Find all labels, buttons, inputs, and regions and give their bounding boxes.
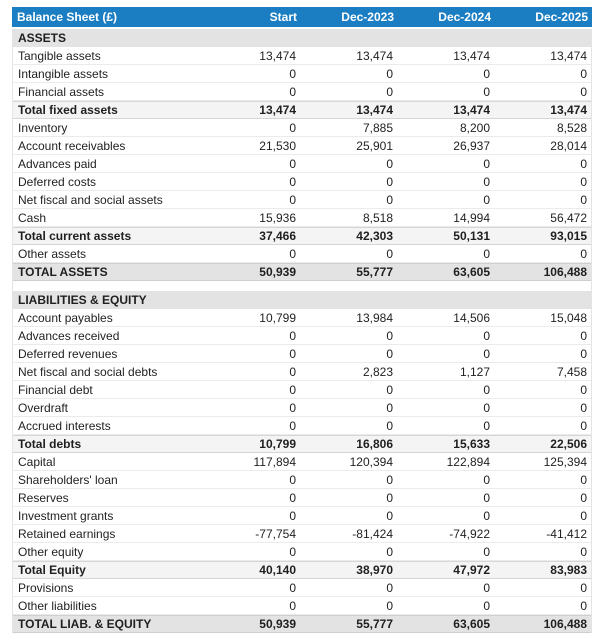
cell-value: 0 (386, 84, 393, 99)
cell-value: 13,474 (259, 48, 296, 63)
cell-value: 50,939 (259, 617, 296, 631)
cell-value: 10,799 (259, 437, 296, 451)
cell-value: 55,777 (356, 265, 393, 279)
cell-value: 0 (386, 346, 393, 361)
cell-value: 0 (386, 246, 393, 261)
cell-value: 0 (289, 84, 296, 99)
table-row (13, 615, 591, 633)
cell-value: 0 (289, 364, 296, 379)
cell-value: 0 (289, 346, 296, 361)
cell-value: 0 (483, 156, 490, 171)
cell-value: 15,048 (550, 310, 587, 325)
cell-value: 38,970 (356, 563, 393, 577)
row-label: Accrued interests (18, 418, 111, 433)
cell-value: 0 (483, 328, 490, 343)
section-header-row (13, 291, 591, 309)
cell-value: 13,474 (550, 103, 587, 117)
row-label: Reserves (18, 490, 69, 505)
table-row (13, 65, 591, 83)
cell-value: 0 (289, 192, 296, 207)
table-row (13, 417, 591, 435)
cell-value: 1,127 (459, 364, 490, 379)
table-row (13, 543, 591, 561)
cell-value: 0 (580, 580, 587, 595)
table-row (13, 345, 591, 363)
row-label: Account receivables (18, 138, 126, 153)
cell-value: 13,474 (453, 48, 490, 63)
cell-value: 0 (580, 598, 587, 613)
row-label: Financial debt (18, 382, 93, 397)
table-row (13, 173, 591, 191)
cell-value: 13,474 (550, 48, 587, 63)
table-row (13, 245, 591, 263)
table-body (12, 29, 592, 633)
row-label: ASSETS (18, 30, 67, 45)
cell-value: 0 (580, 192, 587, 207)
row-label: TOTAL LIAB. & EQUITY (18, 617, 152, 631)
cell-value: 0 (386, 382, 393, 397)
row-label: Total fixed assets (18, 103, 118, 117)
row-label: Total debts (18, 437, 82, 451)
table-header-row (12, 7, 592, 29)
cell-value: 0 (483, 84, 490, 99)
cell-value: 0 (483, 246, 490, 261)
cell-value: 0 (289, 544, 296, 559)
row-label: Other equity (18, 544, 84, 559)
row-label: Other assets (18, 246, 87, 261)
cell-value: -41,412 (546, 526, 587, 541)
cell-value: 42,303 (356, 229, 393, 243)
cell-value: 40,140 (259, 563, 296, 577)
cell-value: 0 (580, 472, 587, 487)
cell-value: 125,394 (543, 454, 587, 469)
cell-value: 0 (289, 328, 296, 343)
row-label: Overdraft (18, 400, 69, 415)
column-header: Dec-2023 (341, 10, 394, 24)
cell-value: 0 (289, 382, 296, 397)
section-gap (13, 281, 591, 291)
cell-value: 0 (483, 598, 490, 613)
row-label: Investment grants (18, 508, 114, 523)
table-row (13, 507, 591, 525)
table-row (13, 263, 591, 281)
cell-value: 0 (483, 544, 490, 559)
table-row (13, 227, 591, 245)
cell-value: 117,894 (253, 454, 296, 469)
cell-value: -81,424 (352, 526, 393, 541)
cell-value: 22,506 (550, 437, 587, 451)
cell-value: 47,972 (453, 563, 490, 577)
cell-value: 0 (386, 544, 393, 559)
section-header-row (13, 29, 591, 47)
cell-value: 0 (580, 418, 587, 433)
column-header: Dec-2025 (535, 10, 588, 24)
cell-value: 8,518 (362, 210, 393, 225)
cell-value: 2,823 (362, 364, 393, 379)
cell-value: 0 (580, 246, 587, 261)
balance-sheet-table (12, 7, 592, 633)
cell-value: 0 (483, 192, 490, 207)
row-label: Tangible assets (18, 48, 101, 63)
row-label: Cash (18, 210, 47, 225)
cell-value: 0 (386, 580, 393, 595)
row-label: Capital (18, 454, 56, 469)
cell-value: 10,799 (259, 310, 296, 325)
table-row (13, 101, 591, 119)
table-row (13, 209, 591, 227)
cell-value: 0 (483, 580, 490, 595)
table-row (13, 597, 591, 615)
row-label: Deferred costs (18, 174, 97, 189)
cell-value: 37,466 (259, 229, 296, 243)
cell-value: 50,131 (453, 229, 490, 243)
table-row (13, 489, 591, 507)
cell-value: 63,605 (453, 265, 490, 279)
cell-value: 0 (483, 382, 490, 397)
cell-value: 0 (289, 174, 296, 189)
column-header: Dec-2024 (438, 10, 491, 24)
cell-value: 0 (580, 400, 587, 415)
table-row (13, 119, 591, 137)
cell-value: 0 (483, 346, 490, 361)
table-row (13, 327, 591, 345)
cell-value: 0 (386, 508, 393, 523)
table-title: Balance Sheet (£) (17, 10, 118, 24)
cell-value: 8,200 (459, 120, 490, 135)
cell-value: 106,488 (543, 617, 587, 631)
cell-value: 0 (289, 156, 296, 171)
row-label: Shareholders' loan (18, 472, 118, 487)
cell-value: 0 (580, 490, 587, 505)
cell-value: 0 (580, 156, 587, 171)
row-label: Advances received (18, 328, 120, 343)
cell-value: 28,014 (550, 138, 587, 153)
table-row (13, 561, 591, 579)
cell-value: 14,506 (453, 310, 490, 325)
cell-value: 0 (289, 598, 296, 613)
row-label: Total current assets (18, 229, 132, 243)
cell-value: 0 (289, 400, 296, 415)
table-row (13, 155, 591, 173)
cell-value: 0 (580, 174, 587, 189)
row-label: LIABILITIES & EQUITY (18, 292, 147, 307)
cell-value: 56,472 (550, 210, 587, 225)
cell-value: 14,994 (453, 210, 490, 225)
cell-value: 0 (580, 508, 587, 523)
cell-value: 0 (289, 580, 296, 595)
table-row (13, 363, 591, 381)
cell-value: 13,984 (356, 310, 393, 325)
cell-value: 122,894 (446, 454, 490, 469)
cell-value: 0 (386, 400, 393, 415)
row-label: Inventory (18, 120, 68, 135)
row-label: Other liabilities (18, 598, 97, 613)
table-row (13, 191, 591, 209)
table-row (13, 83, 591, 101)
cell-value: 0 (386, 418, 393, 433)
cell-value: 0 (483, 66, 490, 81)
cell-value: 25,901 (356, 138, 393, 153)
cell-value: 0 (386, 156, 393, 171)
table-row (13, 381, 591, 399)
cell-value: 0 (386, 598, 393, 613)
row-label: Deferred revenues (18, 346, 118, 361)
cell-value: -77,754 (255, 526, 296, 541)
cell-value: 120,394 (349, 454, 393, 469)
cell-value: 16,806 (356, 437, 393, 451)
cell-value: 0 (580, 382, 587, 397)
row-label: Net fiscal and social debts (18, 364, 158, 379)
table-row (13, 471, 591, 489)
cell-value: 13,474 (356, 103, 393, 117)
cell-value: -74,922 (449, 526, 490, 541)
cell-value: 0 (289, 66, 296, 81)
cell-value: 0 (386, 66, 393, 81)
cell-value: 7,458 (556, 364, 587, 379)
cell-value: 55,777 (356, 617, 393, 631)
row-label: Net fiscal and social assets (18, 192, 163, 207)
cell-value: 13,474 (356, 48, 393, 63)
table-row (13, 309, 591, 327)
cell-value: 0 (386, 174, 393, 189)
cell-value: 0 (289, 246, 296, 261)
cell-value: 0 (483, 400, 490, 415)
cell-value: 0 (289, 472, 296, 487)
cell-value: 0 (483, 508, 490, 523)
cell-value: 7,885 (362, 120, 393, 135)
table-row (13, 453, 591, 471)
cell-value: 21,530 (259, 138, 296, 153)
cell-value: 106,488 (543, 265, 587, 279)
cell-value: 0 (386, 472, 393, 487)
cell-value: 26,937 (453, 138, 490, 153)
table-row (13, 137, 591, 155)
row-label: Retained earnings (18, 526, 116, 541)
cell-value: 0 (483, 418, 490, 433)
cell-value: 0 (289, 418, 296, 433)
cell-value: 15,936 (259, 210, 296, 225)
row-label: Provisions (18, 580, 74, 595)
column-header: Start (269, 10, 297, 24)
cell-value: 0 (483, 490, 490, 505)
cell-value: 0 (580, 544, 587, 559)
row-label: Total Equity (18, 563, 86, 577)
cell-value: 13,474 (453, 103, 490, 117)
cell-value: 0 (386, 192, 393, 207)
cell-value: 0 (580, 84, 587, 99)
cell-value: 0 (289, 490, 296, 505)
row-label: Financial assets (18, 84, 105, 99)
cell-value: 0 (580, 66, 587, 81)
cell-value: 0 (483, 472, 490, 487)
table-row (13, 399, 591, 417)
table-row (13, 47, 591, 65)
cell-value: 15,633 (453, 437, 490, 451)
cell-value: 63,605 (453, 617, 490, 631)
row-label: Intangible assets (18, 66, 109, 81)
cell-value: 0 (580, 328, 587, 343)
cell-value: 0 (580, 346, 587, 361)
cell-value: 0 (289, 120, 296, 135)
cell-value: 0 (386, 328, 393, 343)
cell-value: 0 (483, 174, 490, 189)
cell-value: 0 (386, 490, 393, 505)
cell-value: 50,939 (259, 265, 296, 279)
row-label: TOTAL ASSETS (18, 265, 108, 279)
row-label: Account payables (18, 310, 113, 325)
cell-value: 83,983 (550, 563, 587, 577)
cell-value: 8,528 (556, 120, 587, 135)
cell-value: 0 (289, 508, 296, 523)
table-row (13, 579, 591, 597)
row-label: Advances paid (18, 156, 97, 171)
cell-value: 13,474 (259, 103, 296, 117)
table-row (13, 525, 591, 543)
table-row (13, 435, 591, 453)
cell-value: 93,015 (550, 229, 587, 243)
